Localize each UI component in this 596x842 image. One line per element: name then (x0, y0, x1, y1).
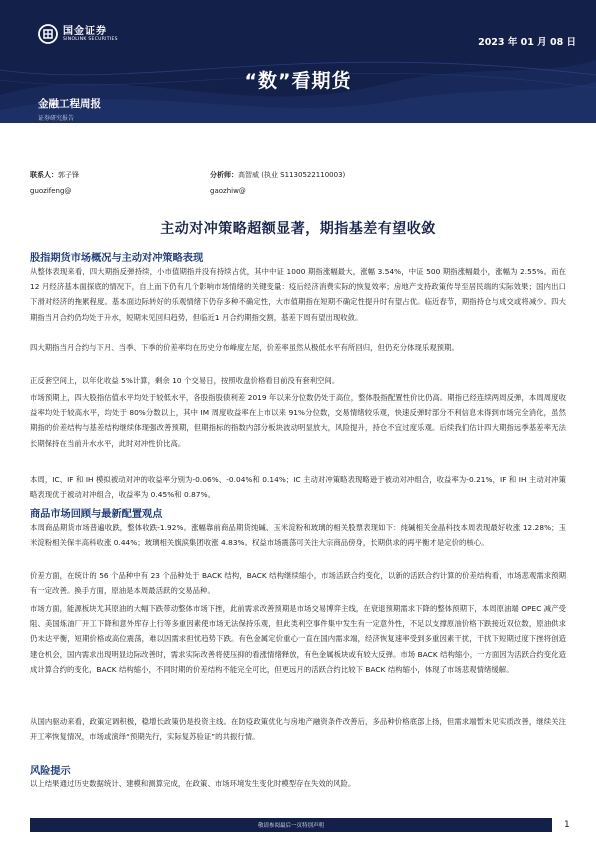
paragraph-commodity-spread: 价差方面，在统计的 56 个品种中有 23 个品种处于 BACK 结构，BACK 结构继续缩小，市场活跃合约变化，以新的活跃合约计算的价差结构看，市场悲观需求预期有一定改善。换手方面，原油是本周最活跃的交易品种。 (30, 571, 566, 596)
analyst-label: 分析师： (210, 171, 238, 179)
report-date: 2023 年 01 月 08 日 (478, 37, 576, 48)
paragraph-arbitrage: 正反套空间上，以年化收益 5%计算，剩余 10 个交易日，按照收盘价格看目前没有套利空间。 (30, 376, 340, 385)
paragraph-expectation: 市场预期上，四大股指估值水平均处于较低水平，各股指股债利差 2019 年以来分位数仍处于高位，整体股指配置性价比仍高。期指已经连续两周反弹，本周周度收益率均处于较高水平，均处于 80%分数以上，其中 IM 周度收益率在上市以来 91%分位数，交易情绪较乐观，快速反弹时部分不利信息未得到市场完全消化，虽然期指的价差结构与基差结构继续体现强改善预期，但期指标的指数内部分板块波动明显放大，风险提升，持仓不宜过度乐观。后续我们估计四大期指远季基差率无法长期保持在当前升水水平，此时对冲性价比高。 (30, 393, 566, 448)
paragraph-spread: 四大期指当月合约与下月、当季、下季的价差率均在历史分布峰度左尾，价差率虽然从极低水平有所回归，但仍充分体现乐观预期。 (30, 343, 459, 352)
report-type: 金融工程周报 (38, 98, 101, 110)
page-number: 1 (564, 820, 570, 830)
paragraph-hedge-result: 本周，IC、IF 和 IH 模拟被动对冲的收益率分别为-0.06%、-0.04%和 0.14%；IC 主动对冲策略表现略逊于被动对冲组合，收益率为-0.21%，IF 和 IH 主动对冲策略表现优于被动对冲组合，收益率为 0.45%和 0.87%。 (30, 475, 566, 500)
section-title-commodity: 商品市场回顾与最新配置观点 (30, 509, 163, 520)
report-header (0, 0, 596, 123)
report-headline: 主动对冲策略超额显著，期指基差有望收敛 (160, 221, 436, 237)
paragraph-overview: 从整体表现来看，四大期指反弹持续，小市值期指并没有持续占优，其中中证 1000 期指涨幅最大，涨幅 3.54%，中证 500 期指涨幅最小，涨幅为 2.55%。而在 12 月经济基本面探底的情况下，自上而下仍有几个影响市场情绪的关键变量：疫后经济消费实际的恢复效率；房地产支持政策传导至居民端的实际效果；国内出口下滑对经济的拖累程度。基本面边际转好的乐观情绪下仍存多种不确定性，大市值期指在短期不确定性提升时有望占优。临近春节，期指持仓与成交或将减少。四大期指当月合约仍均处于升水，短期未见回归趋势，但临近1 月合约期指交割，基差下周有望出现收敛。 (30, 267, 566, 322)
contact-person (30, 170, 79, 180)
contact-email: guozifeng@ (30, 187, 72, 195)
analyst (210, 170, 345, 180)
contact-label: 联系人： (30, 171, 58, 179)
analyst-email: gaozhiw@ (210, 187, 246, 195)
logo-cn-text: 国金证券 (63, 25, 107, 37)
paragraph-risk: 以上结果通过历史数据统计、建模和测算完成，在政策、市场环境发生变化时模型存在失效的风险。 (30, 779, 356, 788)
footer-notice: 敬请参阅最后一页特别声明 (257, 823, 324, 829)
company-logo (38, 24, 118, 44)
paragraph-commodity-review: 本周商品期货市场普遍收跌，整体收跌-1.92%。涨幅靠前商品期货纯碱、玉米淀粉和玻璃的相关股票表现如下：纯碱相关金晶科技本周表现最好收涨 12.28%；玉米淀粉相关保丰高科收涨 0.44%；玻璃相关旗滨集团收涨 4.83%。权益市场震荡可关注大宗商品傍身，长期供求的再平衡才是定价的核心。 (30, 523, 566, 548)
contact-name: 郭子锋 (58, 171, 79, 179)
section-title-risk: 风险提示 (30, 766, 71, 777)
paragraph-domestic-driver: 从国内驱动来看，政策定调积极，稳增长政策仍是投资主线。在防疫政策优化与房地产融资条件改善后，多品种价格底部上扬，但需求端暂未见实质改善，继续关注开工率恢复情况，市场或演绎“预期先行，实际复苏验证”的共振行情。 (30, 717, 566, 742)
report-subtype: 证券研究报告 (38, 115, 75, 122)
analyst-name: 高智威 (执业 S1130522110003) (238, 171, 346, 179)
footer-bar (30, 818, 552, 832)
paragraph-commodity-market: 市场方面，能源板块尤其原油的大幅下跌带动整体市场下挫，此前需求改善预期是市场交易博弈主线，在衰退预期需求下降的整体预期下，本周原油端 OPEC 减产受阻、美国炼油厂开工下降和意外库存上行等多重因素使市场无法保持乐观，但此类利空事件集中发生有一定意外性，不足以支撑原油价格下跌接近双位数，原油供求仍未达平衡，短期价格或高位震荡，难以因需求担忧趋势下跌。有色金属定价重心一直在国内需求端，经济恢复速率受到多重因素干扰，干扰下短期过度下挫将创造建仓机会，国内需求出现明显边际改善时，需求实际改善将使压抑的看涨情绪释放，有色金属板块或有较大反弹。市场 BACK 结构缩小，一方面因为活跃合约变化造成计算合约的变化，BACK 结构缩小，不同时期的价差结构不能完全可比，但更远月的活跃合约比较下 BACK 结构缩小，体现了市场悲观情绪缓解。 (30, 604, 566, 674)
section-title-index-futures: 股指期货市场概况与主动对冲策略表现 (30, 253, 204, 264)
report-title: “数”看期货 (244, 70, 352, 92)
sinolink-logo-icon (38, 24, 58, 44)
logo-en-text: SINOLINK SECURITIES (63, 36, 118, 42)
